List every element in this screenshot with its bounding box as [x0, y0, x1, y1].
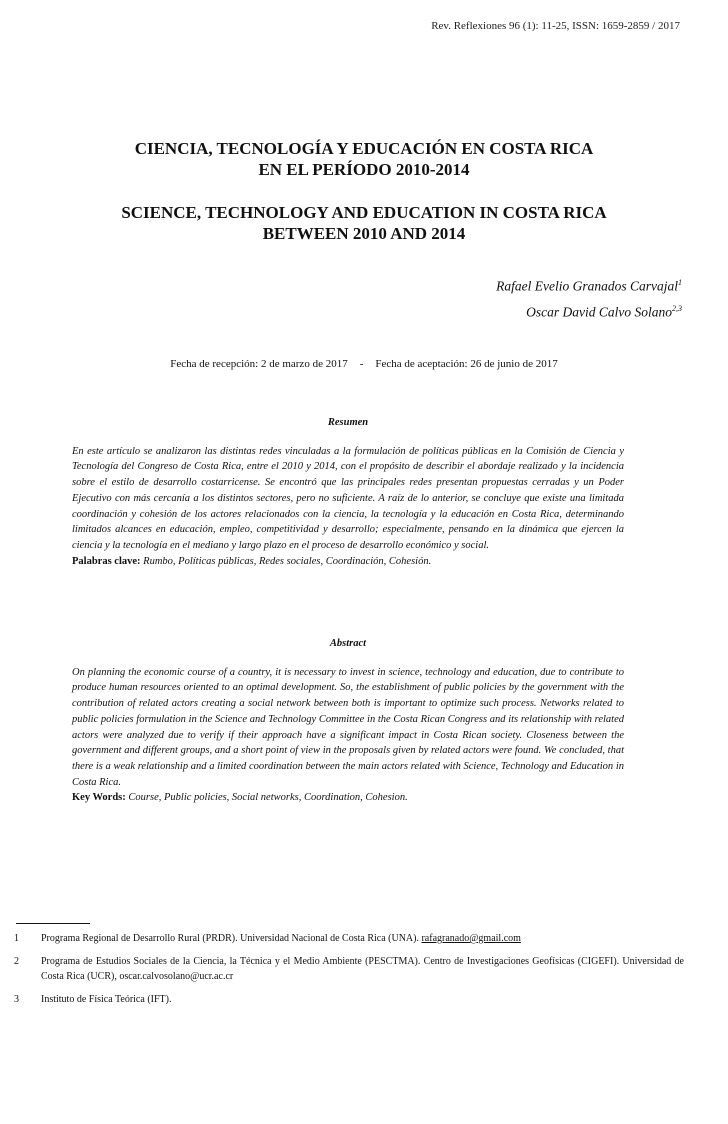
abstract-body: On planning the economic course of a country, it is necessary to invest in science, technology and education, due to contribute to produce human resources oriented to an optimal development. So, the establishment of public policies by the government with the contribution of related actors creating a social network between both is important to optimize such process. Networks related to public policies formulation in the Science and Technology Committee in the Costa Rican Congress and its relationship with related actors were analyzed due to verify if their approach have a significant impact in Costa Rican society. Closeness between the government and different groups, and a short point of view in the proposals given by related actors were found. We concluded, that there is a weak relationship and a limited coordination between the main actors related with Science, Technology and Education in Costa Rica. — [72, 666, 624, 788]
footnote-number: 1 — [14, 933, 19, 944]
footnote-text: Programa de Estudios Sociales de la Ciencia, la Técnica y el Medio Ambiente (PESCTMA). Centro de Investigaciones Geofísicas (CIGEFI). Universidad de Costa Rica (UCR), oscar.calvosolano@ucr.ac.cr — [41, 955, 684, 982]
submission-dates — [0, 358, 728, 370]
resumen-heading: Resumen — [327, 417, 369, 428]
abstract-keywords — [72, 790, 624, 806]
author-affiliation-mark: 1 — [678, 278, 682, 287]
english-title-line-2: BETWEEN 2010 AND 2014 — [262, 224, 466, 243]
received-date: Fecha de recepción: 2 de marzo de 2017 — [170, 358, 348, 370]
footnote-2 — [14, 954, 684, 985]
keywords-text: Course, Public policies, Social networks, Coordination, Cohesion. — [128, 792, 408, 804]
journal-citation-header: Rev. Reflexiones 96 (1): 11-25, ISSN: 1659-2859 / 2017 — [431, 20, 680, 32]
footnote-1 — [14, 931, 684, 947]
abstract-heading: Abstract — [329, 638, 367, 649]
footnote-number: 2 — [14, 955, 19, 967]
author-2 — [496, 298, 682, 324]
footnote-text: Instituto de Física Teórica (IFT). — [41, 993, 172, 1005]
footnote-text — [41, 931, 684, 947]
footnotes — [14, 931, 684, 1014]
footnote-affiliation: Programa Regional de Desarrollo Rural (PRDR). Universidad Nacional de Costa Rica (UNA). — [41, 933, 422, 944]
keywords-text: Rumbo, Políticas públicas, Redes sociales, Coordinación, Cohesión. — [143, 555, 432, 567]
resumen-section — [72, 415, 624, 569]
author-affiliation-mark: 2,3 — [672, 303, 682, 313]
date-separator: - — [359, 358, 364, 370]
author-list — [496, 272, 682, 323]
accepted-date: Fecha de aceptación: 26 de junio de 2017 — [375, 358, 558, 370]
author-name: Oscar David Calvo Solano — [526, 304, 672, 319]
footnote-number: 3 — [14, 993, 19, 1005]
english-title-line-1: SCIENCE, TECHNOLOGY AND EDUCATION IN COSTA RICA — [121, 203, 607, 222]
keywords-label: Palabras clave: — [72, 555, 141, 567]
title-block — [0, 138, 728, 244]
footnote-3 — [14, 992, 684, 1008]
english-title — [0, 202, 728, 244]
resumen-keywords — [72, 554, 624, 570]
spanish-title-line-1: CIENCIA, TECNOLOGÍA Y EDUCACIÓN EN COSTA RICA — [134, 139, 594, 158]
email-link[interactable]: rafagranado@gmail.com — [421, 933, 521, 944]
resumen-body: En este artículo se analizaron las distintas redes vinculadas a la formulación de políticas públicas en la Comisión de Ciencia y Tecnología del Congreso de Costa Rica, entre el 2010 y 2014, con el propósito de describir el abordaje realizado y la incidencia sobre el estilo de desarrollo costarricense. Se encontró que las principales redes presentan propuestas cerradas y un Poder Ejecutivo con más cercanía a los distintos sectores, pero no suficiente. A raíz de lo anterior, se concluye que existe una limitada coordinación y cohesión de los actores relacionados con la ciencia, la tecnología y la educación en Costa Rica, determinando limitados alcances en educación, empleo, competitividad y desarrollo; especialmente, pensando en la dinámica que ejercen la ciencia y la tecnología en el mediano y largo plazo en el proceso de desarrollo económico y social. — [72, 445, 624, 551]
keywords-label: Key Words: — [72, 792, 126, 804]
footnote-divider — [16, 923, 90, 924]
author-name: Rafael Evelio Granados Carvajal — [496, 278, 678, 294]
abstract-section — [72, 636, 624, 806]
spanish-title — [0, 138, 728, 180]
author-1 — [496, 272, 682, 298]
spanish-title-line-2: EN EL PERÍODO 2010-2014 — [258, 160, 470, 179]
